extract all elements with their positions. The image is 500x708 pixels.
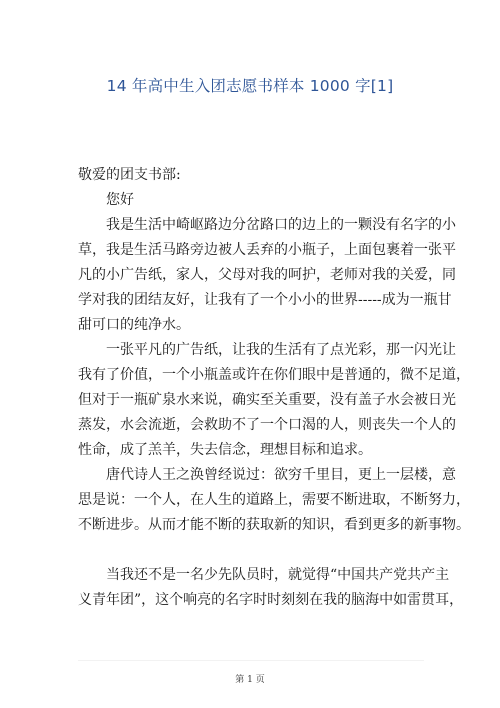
paragraph-line: 唐代诗人王之涣曾经说过：欲穷千里目，更上一层楼，意 — [106, 467, 456, 483]
paragraph-1 — [78, 213, 456, 338]
paragraph-line: 义青年团”，这个响亮的名字时时刻刻在我的脑海中如雷贯耳， — [78, 592, 464, 608]
paragraph-line: 我有了价值，一个小瓶盖或许在你们眼中是普通的，微不足道， — [78, 367, 470, 383]
salutation: 敬爱的团支书部: — [78, 167, 181, 183]
paragraph-line: 思是说：一个人，在人生的道路上，需要不断进取，不断努力， — [78, 492, 470, 508]
paragraph-3 — [78, 463, 470, 538]
footer-divider — [78, 660, 424, 661]
paragraph-line: 当我还不是一名少先队员时，就觉得“中国共产党共产主 — [106, 567, 450, 583]
paragraph-line: 我是生活中崎岖路边分岔路口的边上的一颗没有名字的小 — [106, 217, 456, 233]
paragraph-line: 不断进步。从而才能不断的获取新的知识，看到更多的新事物。 — [78, 517, 470, 533]
paragraph-line: 甜可口的纯净水。 — [78, 317, 190, 333]
paragraph-line: 但对于一瓶矿泉水来说，确实至关重要，没有盖子水会被日光 — [78, 392, 456, 408]
paragraph-line: 蒸发，水会流逝，会救助不了一个口渴的人，则丧失一个人的 — [78, 417, 456, 433]
greeting: 您好 — [106, 192, 134, 208]
paragraph-line: 凡的小广告纸，家人，父母对我的呵护，老师对我的关爱，同 — [78, 267, 456, 283]
page-number: 第 1 页 — [235, 675, 265, 685]
document-title: 14 年高中生入团志愿书样本 1000 字[1] — [106, 77, 394, 95]
document-body — [78, 163, 470, 613]
paragraph-line: 草，我是生活马路旁边被人丢弃的小瓶子，上面包裹着一张平 — [78, 242, 456, 258]
paragraph-spacer — [78, 538, 424, 563]
paragraph-2 — [78, 338, 470, 463]
paragraph-line: 一张平凡的广告纸，让我的生活有了点光彩，那一闪光让 — [106, 342, 456, 358]
paragraph-line: 性命，成了羔羊，失去信念，理想目标和追求。 — [78, 442, 372, 458]
paragraph-4 — [78, 563, 464, 613]
paragraph-line: 学对我的团结友好，让我有了一个小小的世界-----成为一瓶甘 — [78, 292, 452, 308]
